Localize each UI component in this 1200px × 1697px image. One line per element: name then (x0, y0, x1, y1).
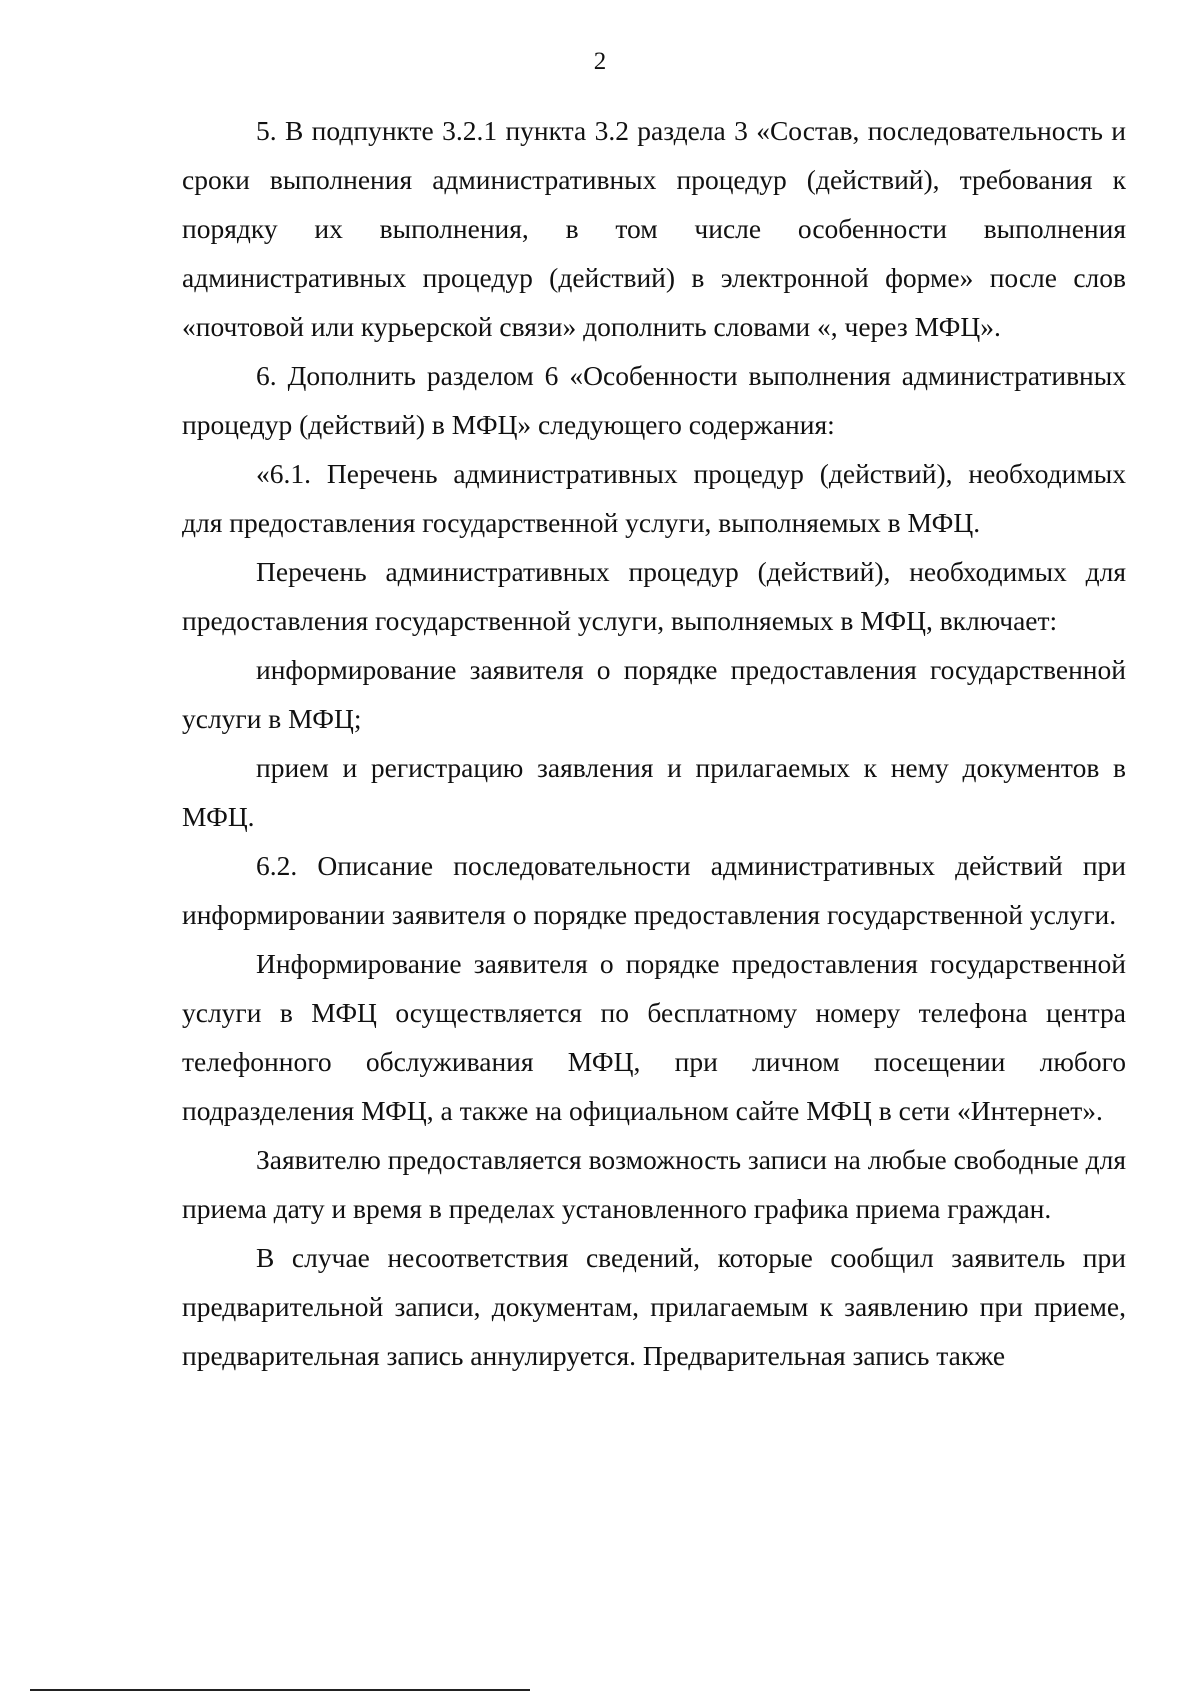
document-body (182, 106, 1126, 1380)
paragraph-list-reception: прием и регистрацию заявления и прилагаемых к нему документов в МФЦ. (182, 752, 1126, 832)
paragraph-6-1-heading: «6.1. Перечень административных процедур (действий), необходимых для предоставления государственной услуги, выполняемых в МФЦ. (182, 458, 1126, 538)
paragraph-procedures-list-intro: Перечень административных процедур (действий), необходимых для предоставления государственной услуги, выполняемых в МФЦ, включает: (182, 556, 1126, 636)
paragraph-appointment-cancellation: В случае несоответствия сведений, которые сообщил заявитель при предварительной записи, документам, прилагаемым к заявлению при приеме, предварительная запись аннулируется. Предварительная запись также (182, 1242, 1126, 1371)
paragraph-item-6: 6. Дополнить разделом 6 «Особенности выполнения административных процедур (действий) в МФЦ» следующего содержания: (182, 360, 1126, 440)
bottom-rule-divider (30, 1689, 530, 1691)
paragraph-item-5: 5. В подпункте 3.2.1 пункта 3.2 раздела 3 «Состав, последовательность и сроки выполнения административных процедур (действий), требования к порядку их выполнения, в том числе особенности выполнения административных процедур (действий) в электронной форме» после слов «почтовой или курьерской связи» дополнить словами «, через МФЦ». (182, 115, 1126, 342)
paragraph-informing-channels: Информирование заявителя о порядке предоставления государственной услуги в МФЦ осуществляется по бесплатному номеру телефона центра телефонного обслуживания МФЦ, при личном посещении любого подразделения МФЦ, а также на официальном сайте МФЦ в сети «Интернет». (182, 948, 1126, 1126)
paragraph-list-informing: информирование заявителя о порядке предоставления государственной услуги в МФЦ; (182, 654, 1126, 734)
paragraph-6-2-heading: 6.2. Описание последовательности административных действий при информировании заявителя о порядке предоставления государственной услуги. (182, 850, 1126, 930)
paragraph-appointment-booking: Заявителю предоставляется возможность записи на любые свободные для приема дату и время в пределах установленного графика приема граждан. (182, 1144, 1126, 1224)
page-number: 2 (593, 48, 607, 75)
